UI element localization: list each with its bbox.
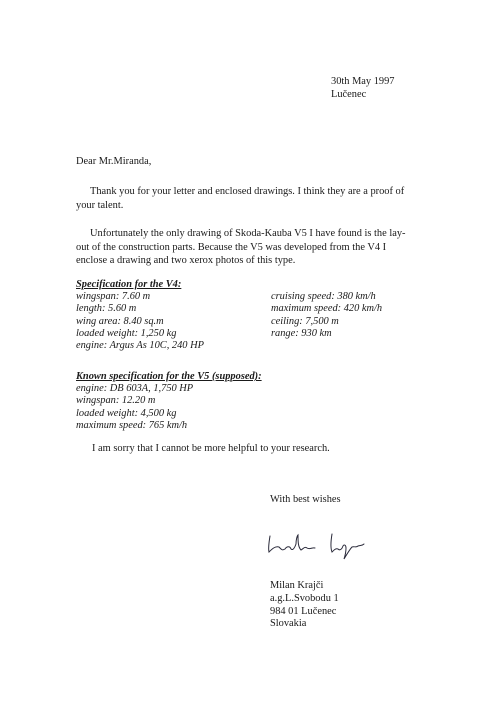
v5-spec-heading: Known specification for the V5 (supposed): bbox=[76, 371, 262, 382]
closing-sentence: I am sorry that I cannot be more helpful to your research. bbox=[92, 443, 330, 454]
spec-item: ceiling: 7,500 m bbox=[271, 315, 339, 327]
v4-spec-heading: Specification for the V4: bbox=[76, 279, 182, 290]
v4-spec-left bbox=[76, 291, 204, 352]
paragraph-line: Thank you for your letter and enclosed drawings. I think they are a proof of bbox=[90, 186, 405, 197]
paragraph-line: Unfortunately the only drawing of Skoda-Kauba V5 I have found is the lay- bbox=[90, 228, 406, 239]
address-line: a.g.L.Svobodu 1 bbox=[270, 592, 339, 604]
best-wishes: With best wishes bbox=[270, 494, 341, 505]
greeting: Dear Mr.Miranda, bbox=[76, 156, 152, 167]
spec-item: length: 5.60 m bbox=[76, 303, 137, 315]
address-line: 984 01 Lučenec bbox=[270, 605, 337, 617]
spec-item: loaded weight: 1,250 kg bbox=[76, 327, 177, 339]
paragraph-line: your talent. bbox=[76, 199, 124, 211]
v4-spec-right bbox=[271, 291, 382, 340]
v5-spec-list bbox=[76, 383, 193, 432]
spec-item: maximum speed: 765 km/h bbox=[76, 419, 188, 431]
spec-item: range: 930 km bbox=[271, 327, 332, 339]
paragraph-line: enclose a drawing and two xerox photos of this type. bbox=[76, 255, 296, 266]
date-block bbox=[331, 75, 395, 101]
sender-address bbox=[270, 580, 339, 631]
spec-item: engine: Argus As 10C, 240 HP bbox=[76, 340, 204, 352]
letter-place: Lučenec bbox=[331, 89, 367, 100]
spec-item: engine: DB 603A, 1,750 HP bbox=[76, 383, 194, 394]
address-line: Slovakia bbox=[270, 618, 307, 630]
paragraph-drawing bbox=[76, 227, 424, 268]
spec-item: wingspan: 12.20 m bbox=[76, 395, 156, 407]
spec-item: cruising speed: 380 km/h bbox=[271, 291, 376, 302]
letter-date: 30th May 1997 bbox=[331, 76, 395, 87]
spec-item: wingspan: 7.60 m bbox=[76, 291, 151, 302]
address-line: Milan Krajči bbox=[270, 580, 324, 591]
spec-item: loaded weight: 4,500 kg bbox=[76, 407, 177, 419]
handwritten-signature bbox=[260, 522, 380, 562]
spec-item: maximum speed: 420 km/h bbox=[271, 303, 383, 315]
paragraph-line: out of the construction parts. Because the V5 was developed from the V4 I bbox=[76, 241, 387, 253]
spec-item: wing area: 8.40 sq.m bbox=[76, 315, 164, 327]
paragraph-thanks bbox=[76, 185, 424, 212]
